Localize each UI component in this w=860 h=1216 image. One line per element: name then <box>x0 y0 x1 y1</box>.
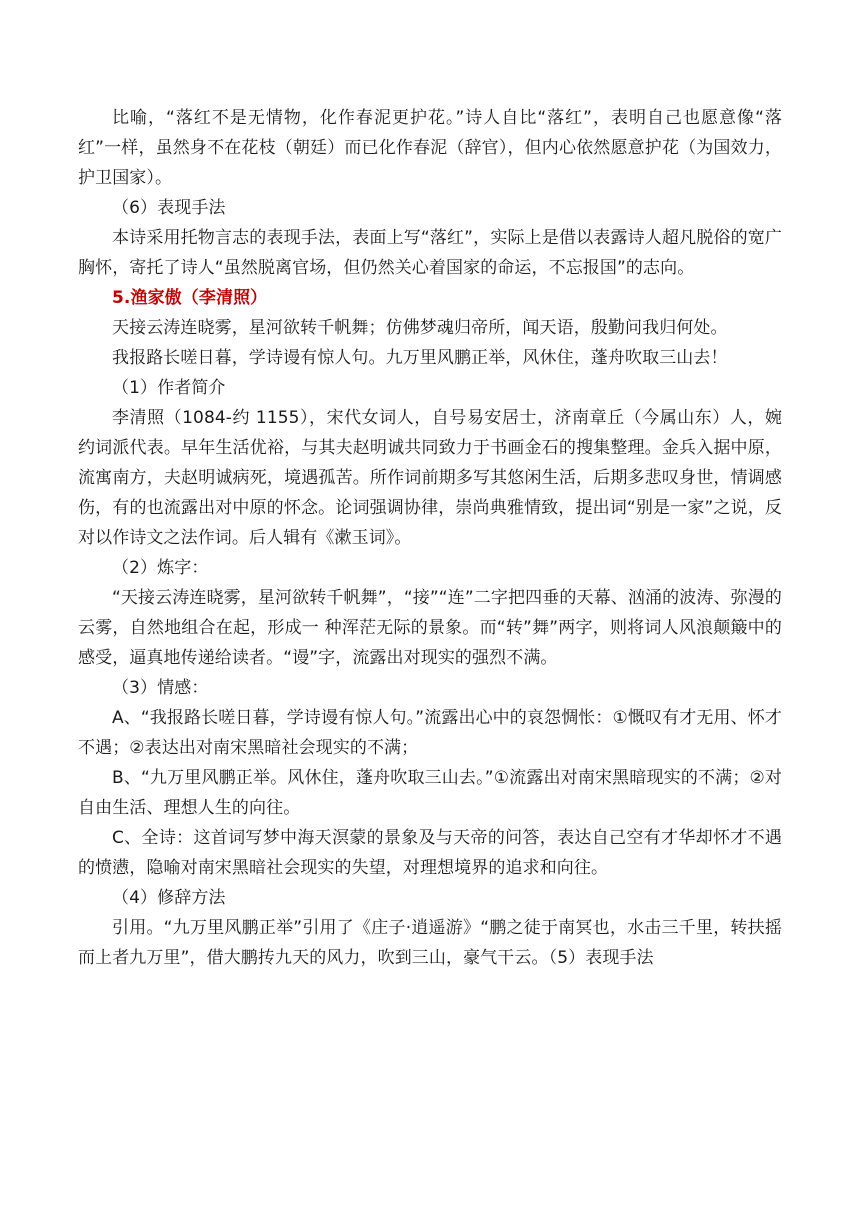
poem-line-1: 天接云涛连晓雾，星河欲转千帆舞；仿佛梦魂归帝所，闻天语，殷勤问我归何处。 <box>112 318 728 338</box>
paragraph-rhetoric: 引用。“九万里风鹏正举”引用了《庄子·逍遥游》“鹏之徒于南冥也，水击三千里，转扶摇而上者九万里”，借大鹏抟九天的风力，吹到三山，豪气干云。（5）表现手法 <box>78 918 782 968</box>
section-heading-yujiaao: 5.渔家傲（李清照） <box>112 288 268 308</box>
paragraph-metaphor: 比喻，“落红不是无情物，化作春泥更护花。”诗人自比“落红”，表明自己也愿意像“落红”一样，虽然身不在花枝（朝廷）而已化作春泥（辞官），但内心依然愿意护花（为国效力，护卫国家）。 <box>78 108 782 188</box>
subheading-author: （1）作者简介 <box>112 378 226 398</box>
subheading-rhetoric: （4）修辞方法 <box>112 888 226 908</box>
subheading-word-refining: （2）炼字： <box>112 558 209 578</box>
subheading-emotion: （3）情感： <box>112 678 209 698</box>
paragraph-emotion-b: B、“九万里风鹏正举。风休住，蓬舟吹取三山去。”①流露出对南宋黑暗现实的不满；②对自由生活、理想人生的向往。 <box>78 768 782 818</box>
paragraph-author-bio: 李清照（1084-约 1155），宋代女词人，自号易安居士，济南章丘（今属山东）人，婉约词派代表。早年生活优裕，与其夫赵明诚共同致力于书画金石的搜集整理。金兵入据中原，流寓南方，夫赵明诚病死，境遇孤苦。所作词前期多写其悠闲生活，后期多悲叹身世，情调感伤，有的也流露出对中原的怀念。论词强调协律，崇尚典雅情致，提出词“别是一家”之说，反对以作诗文之法作词。后人辑有《漱玉词》。 <box>78 408 782 548</box>
paragraph-technique-desc: 本诗采用托物言志的表现手法，表面上写“落红”，实际上是借以表露诗人超凡脱俗的宽广胸怀，寄托了诗人“虽然脱离官场，但仍然关心着国家的命运，不忘报国”的志向。 <box>78 228 782 278</box>
paragraph-word-refining: “天接云涛连晓雾，星河欲转千帆舞”，“接”“连”二字把四垂的天幕、汹涌的波涛、弥漫的云雾，自然地组合在起，形成一 种浑茫无际的景象。而“转”舞”两字，则将词人风浪颠簸中的感受，逼真地传递给读者。“谩”字，流露出对现实的强烈不满。 <box>78 588 782 668</box>
poem-line-2: 我报路长嗟日暮，学诗谩有惊人句。九万里风鹏正举，风休住，蓬舟吹取三山去！ <box>112 348 728 368</box>
subheading-technique-6: （6）表现手法 <box>112 198 226 218</box>
paragraph-emotion-c: C、全诗：这首词写梦中海天溟蒙的景象及与天帝的问答，表达自己空有才华却怀才不遇的愤懑，隐喻对南宋黑暗社会现实的失望，对理想境界的追求和向往。 <box>78 828 782 878</box>
paragraph-emotion-a: A、“我报路长嗟日暮，学诗谩有惊人句。”流露出心中的哀怨惆怅：①慨叹有才无用、怀才不遇；②表达出对南宋黑暗社会现实的不满； <box>78 708 782 758</box>
